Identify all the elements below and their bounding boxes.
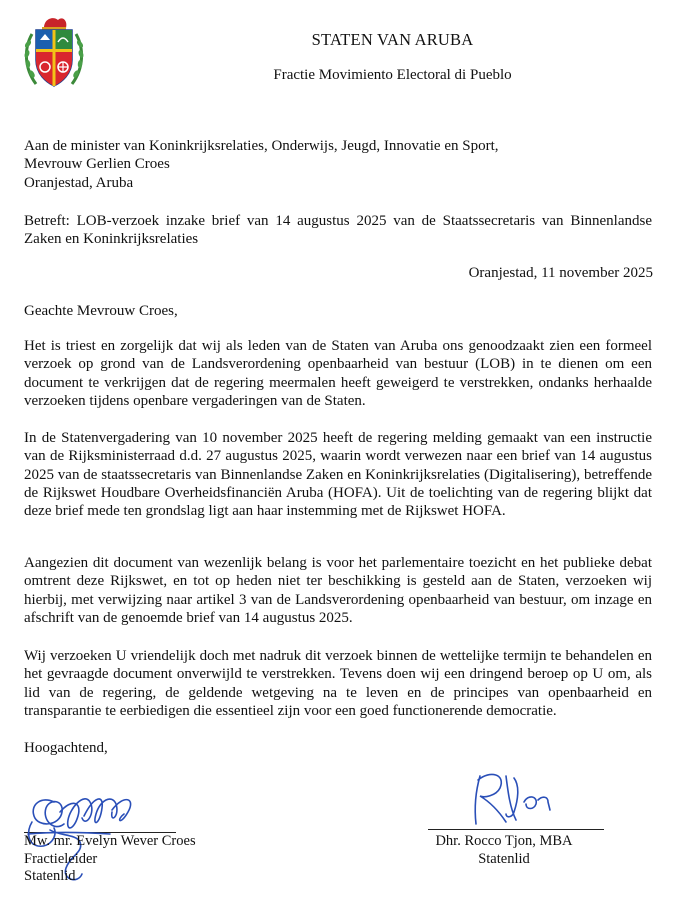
recipient-line: Aan de minister van Koninkrijksrelaties, Onderwijs, Jeugd, Innovatie en Sport, bbox=[24, 138, 499, 154]
signatory-name: Dhr. Rocco Tjon, MBA bbox=[435, 833, 573, 849]
closing: Hoogachtend, bbox=[24, 740, 108, 756]
recipient-line: Mevrouw Gerlien Croes bbox=[24, 156, 170, 173]
body-paragraph: In de Statenvergadering van 10 november 2025 heeft de regering melding gemaakt van een instructie van de Rijksministerraad d.d. 27 augustus 2025, waarin wordt verwezen naar een brief van 14 augustus 2025 van de staatssecretaris van Binnenlandse Zaken en Koninkrijksrelaties (Digitalisering), betreffende de Rijkswet Houdbare Overheidsfinanciën Aruba (HOFA). Uit de toelichting van de regering blijkt dat deze brief mede ten grondslag ligt aan haar instemming met de Rijkswet HOFA. bbox=[24, 430, 652, 520]
signatory-title: Statenlid bbox=[478, 850, 530, 867]
body-paragraph: Wij verzoeken U vriendelijk doch met nadruk dit verzoek binnen de wettelijke termijn te behandelen en het gevraagde document onverwijld te verstrekken. Tevens doen wij een dringend beroep op U om, als lid van de regering, de geldende wetgeving na te leven en de principes van openbaarheid en transparantie te eerbiedigen die essentieel zijn voor een goed functionerende democratie. bbox=[24, 648, 652, 719]
signatory-left bbox=[24, 833, 196, 886]
recipient-line: Oranjestad, Aruba bbox=[24, 174, 134, 191]
signatory-title: Statenlid bbox=[24, 868, 76, 884]
signatory-right bbox=[404, 833, 604, 868]
date-line: Oranjestad, 11 november 2025 bbox=[468, 265, 653, 281]
fraction-name: Fractie Movimiento Electoral di Pueblo bbox=[273, 67, 512, 83]
body-paragraph: Aangezien dit document van wezenlijk belang is voor het parlementaire toezicht en het publieke debat omtrent deze Rijkswet, en tot op heden niet ter beschikking is gesteld aan de Staten, verzoeken wij hierbij, met verwijzing naar artikel 3 van de Landsverordening openbaarheid van bestuur, om inzage en afschrift van de genoemde brief van 14 augustus 2025. bbox=[24, 555, 652, 626]
recipient-address bbox=[24, 137, 664, 192]
subject-line: Betreft: LOB-verzoek inzake brief van 14 augustus 2025 van de Staatssecretaris van Binnenlandse Zaken en Koninkrijksrelaties bbox=[24, 213, 652, 248]
signatory-role: Fractieleider bbox=[24, 850, 98, 867]
signature-right-handwriting bbox=[466, 766, 566, 830]
signatory-name: Mw. mr. Evelyn Wever Croes bbox=[24, 833, 196, 849]
organization-name: STATEN VAN ARUBA bbox=[311, 30, 474, 49]
body-paragraph: Het is triest en zorgelijk dat wij als leden van de Staten van Aruba ons genoodzaakt zien een formeel verzoek op grond van de Landsverordening openbaarheid van bestuur (LOB) in te dienen om een document te verkrijgen dat de regering meermalen heeft geweigerd te verstrekken, ondanks herhaalde verzoeken tijdens openbare vergaderingen van de Staten. bbox=[24, 338, 652, 409]
salutation: Geachte Mevrouw Croes, bbox=[24, 303, 178, 319]
